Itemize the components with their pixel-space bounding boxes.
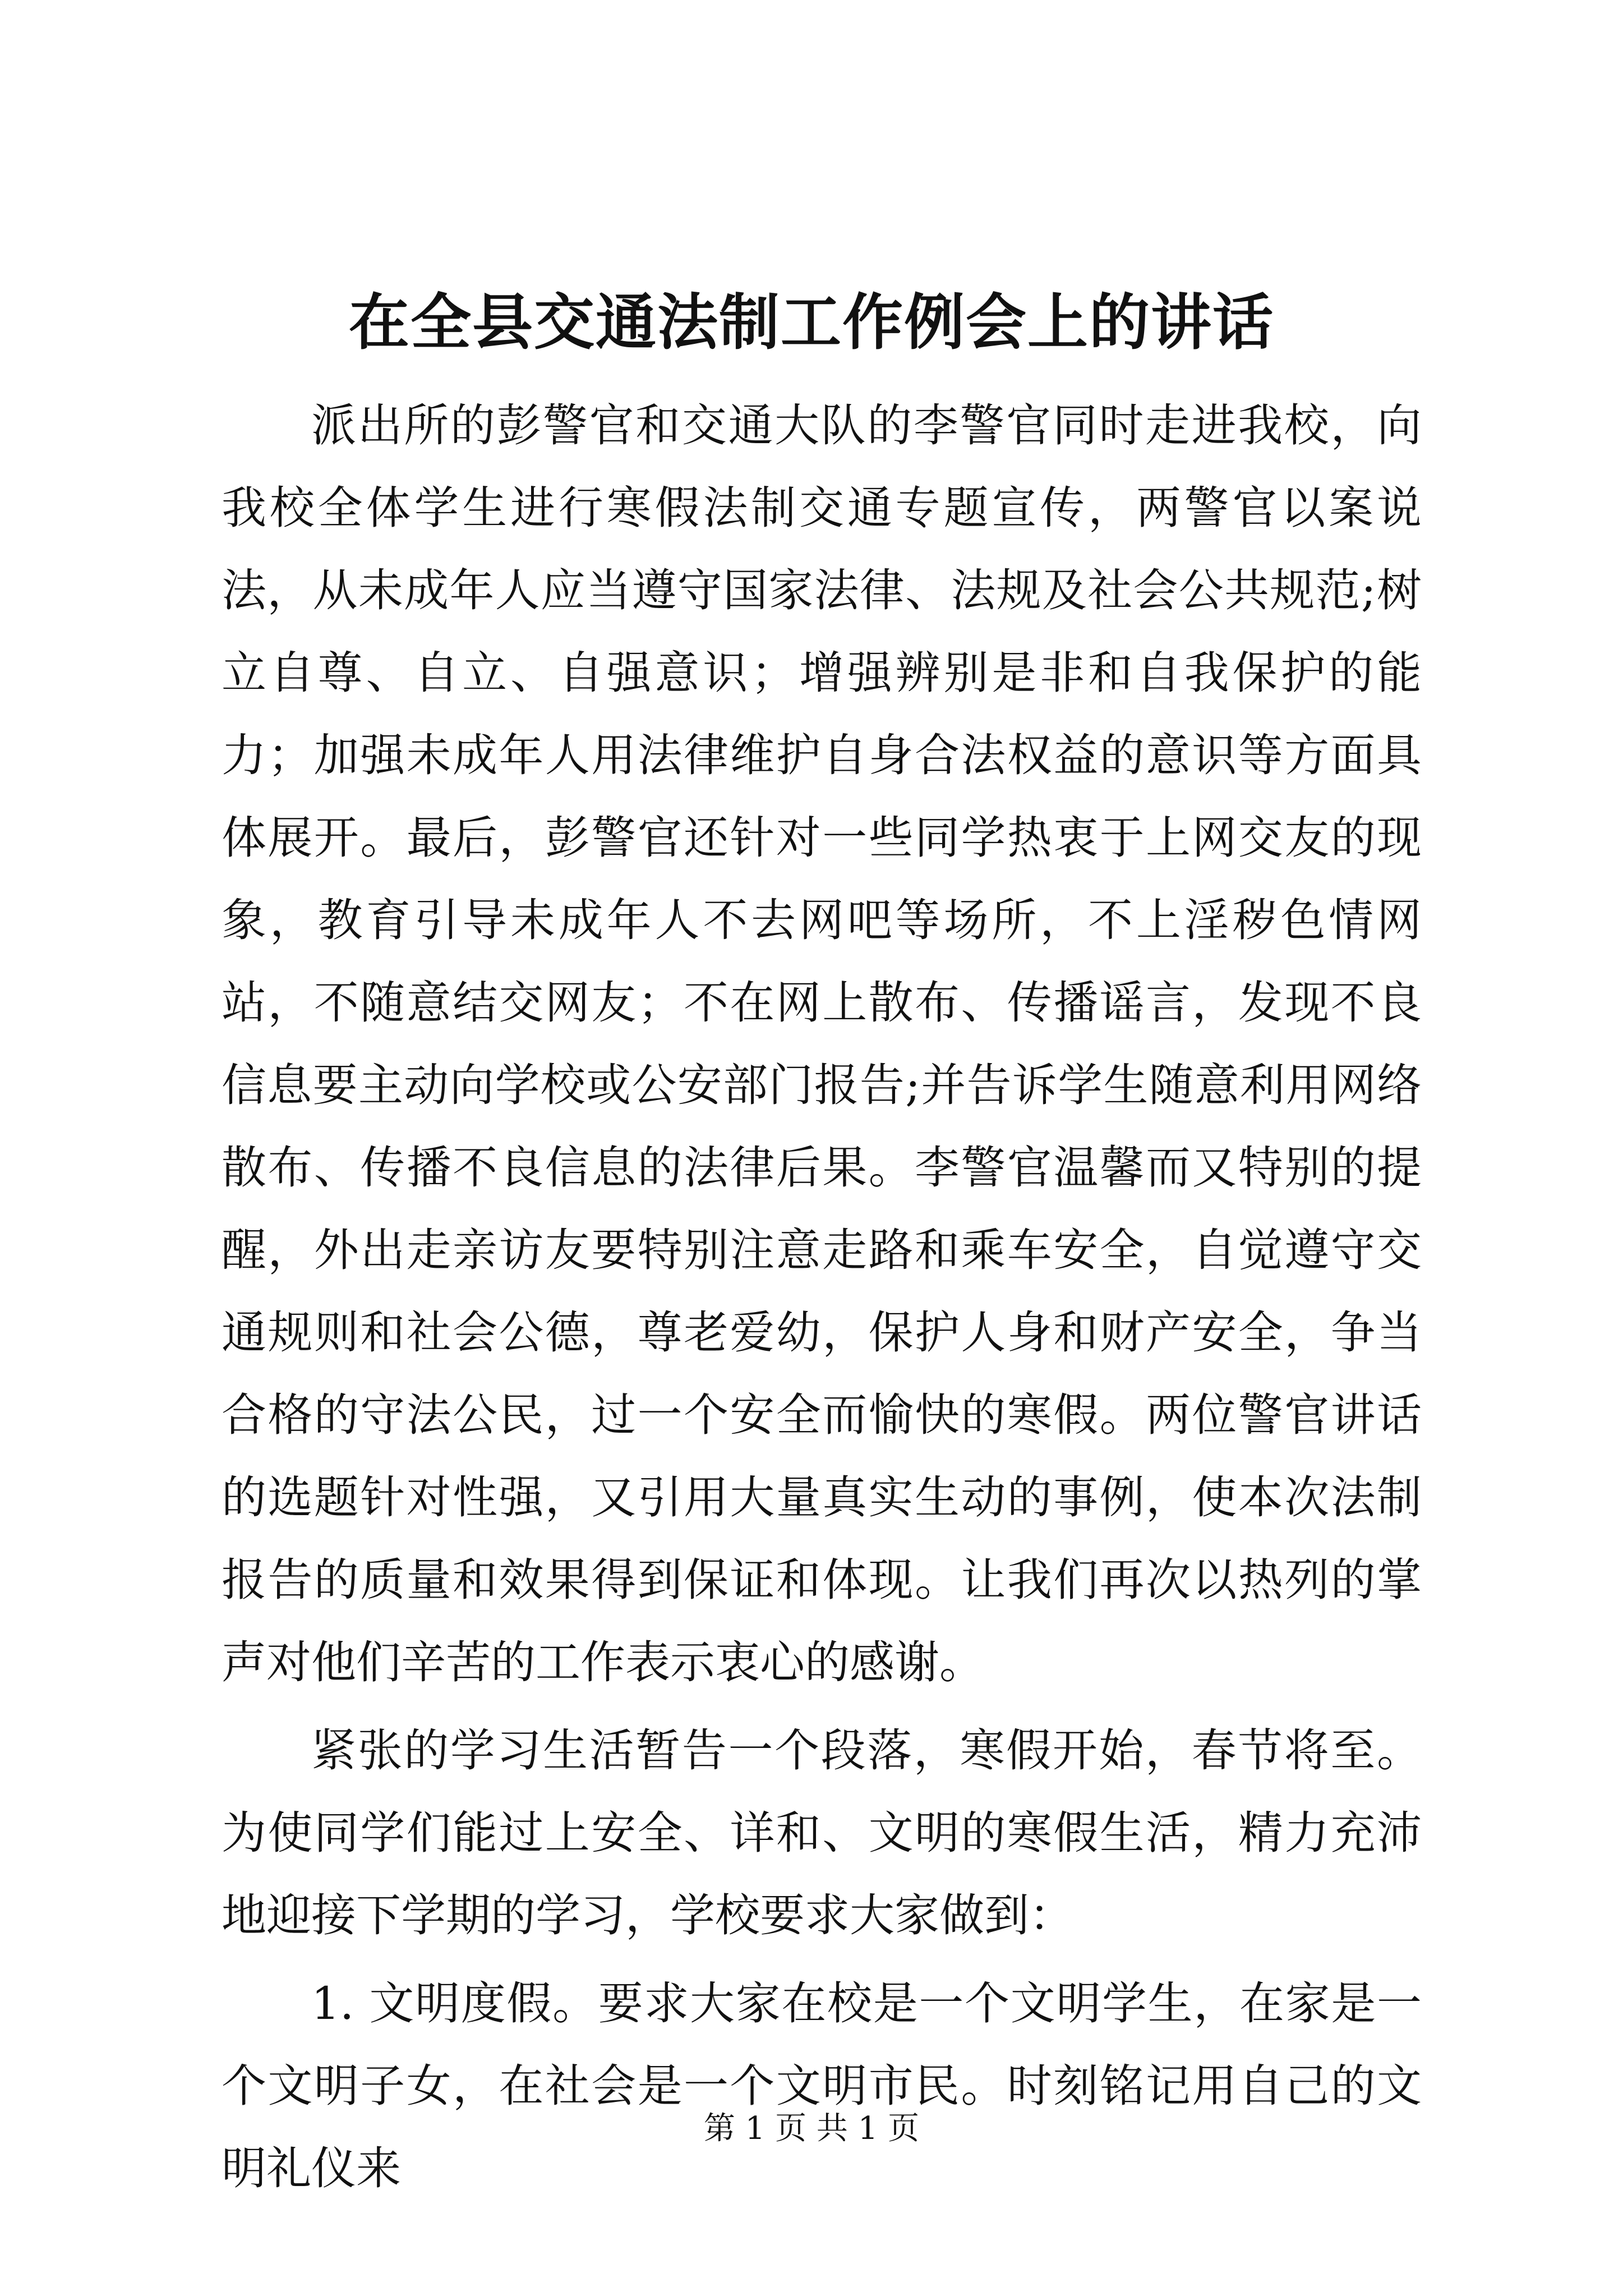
document-body xyxy=(222,384,1422,2210)
paragraph-1: 派出所的彭警官和交通大队的李警官同时走进我校，向我校全体学生进行寒假法制交通专题宣传，两警官以案说法，从未成年人应当遵守国家法律、法规及社会公共规范;树立自尊、自立、自强意识；增强辨别是非和自我保护的能力；加强未成年人用法律维护自身合法权益的意识等方面具体展开。最后，彭警官还针对一些同学热衷于上网交友的现象，教育引导未成年人不去网吧等场所，不上淫秽色情网站，不随意结交网友；不在网上散布、传播谣言，发现不良信息要主动向学校或公安部门报告;并告诉学生随意利用网络散布、传播不良信息的法律后果。李警官温馨而又特别的提醒，外出走亲访友要特别注意走路和乘车安全，自觉遵守交通规则和社会公德，尊老爱幼，保护人身和财产安全，争当合格的守法公民，过一个安全而愉快的寒假。两位警官讲话的选题针对性强，又引用大量真实生动的事例，使本次法制报告的质量和效果得到保证和体现。让我们再次以热列的掌声对他们辛苦的工作表示衷心的感谢。 xyxy=(222,399,1422,1688)
paragraph-2: 紧张的学习生活暂告一个段落，寒假开始，春节将至。为使同学们能过上安全、详和、文明的寒假生活，精力充沛地迎接下学期的学习，学校要求大家做到： xyxy=(222,1724,1422,1941)
page-footer: 第 1 页 共 1 页 xyxy=(703,2110,920,2147)
paragraph-3: 1. 文明度假。要求大家在校是一个文明学生，在家是一个文明子女，在社会是一个文明市民。时刻铭记用自己的文明礼仪来 xyxy=(222,1977,1422,2194)
document-title: 在全县交通法制工作例会上的讲话 xyxy=(348,287,1274,358)
